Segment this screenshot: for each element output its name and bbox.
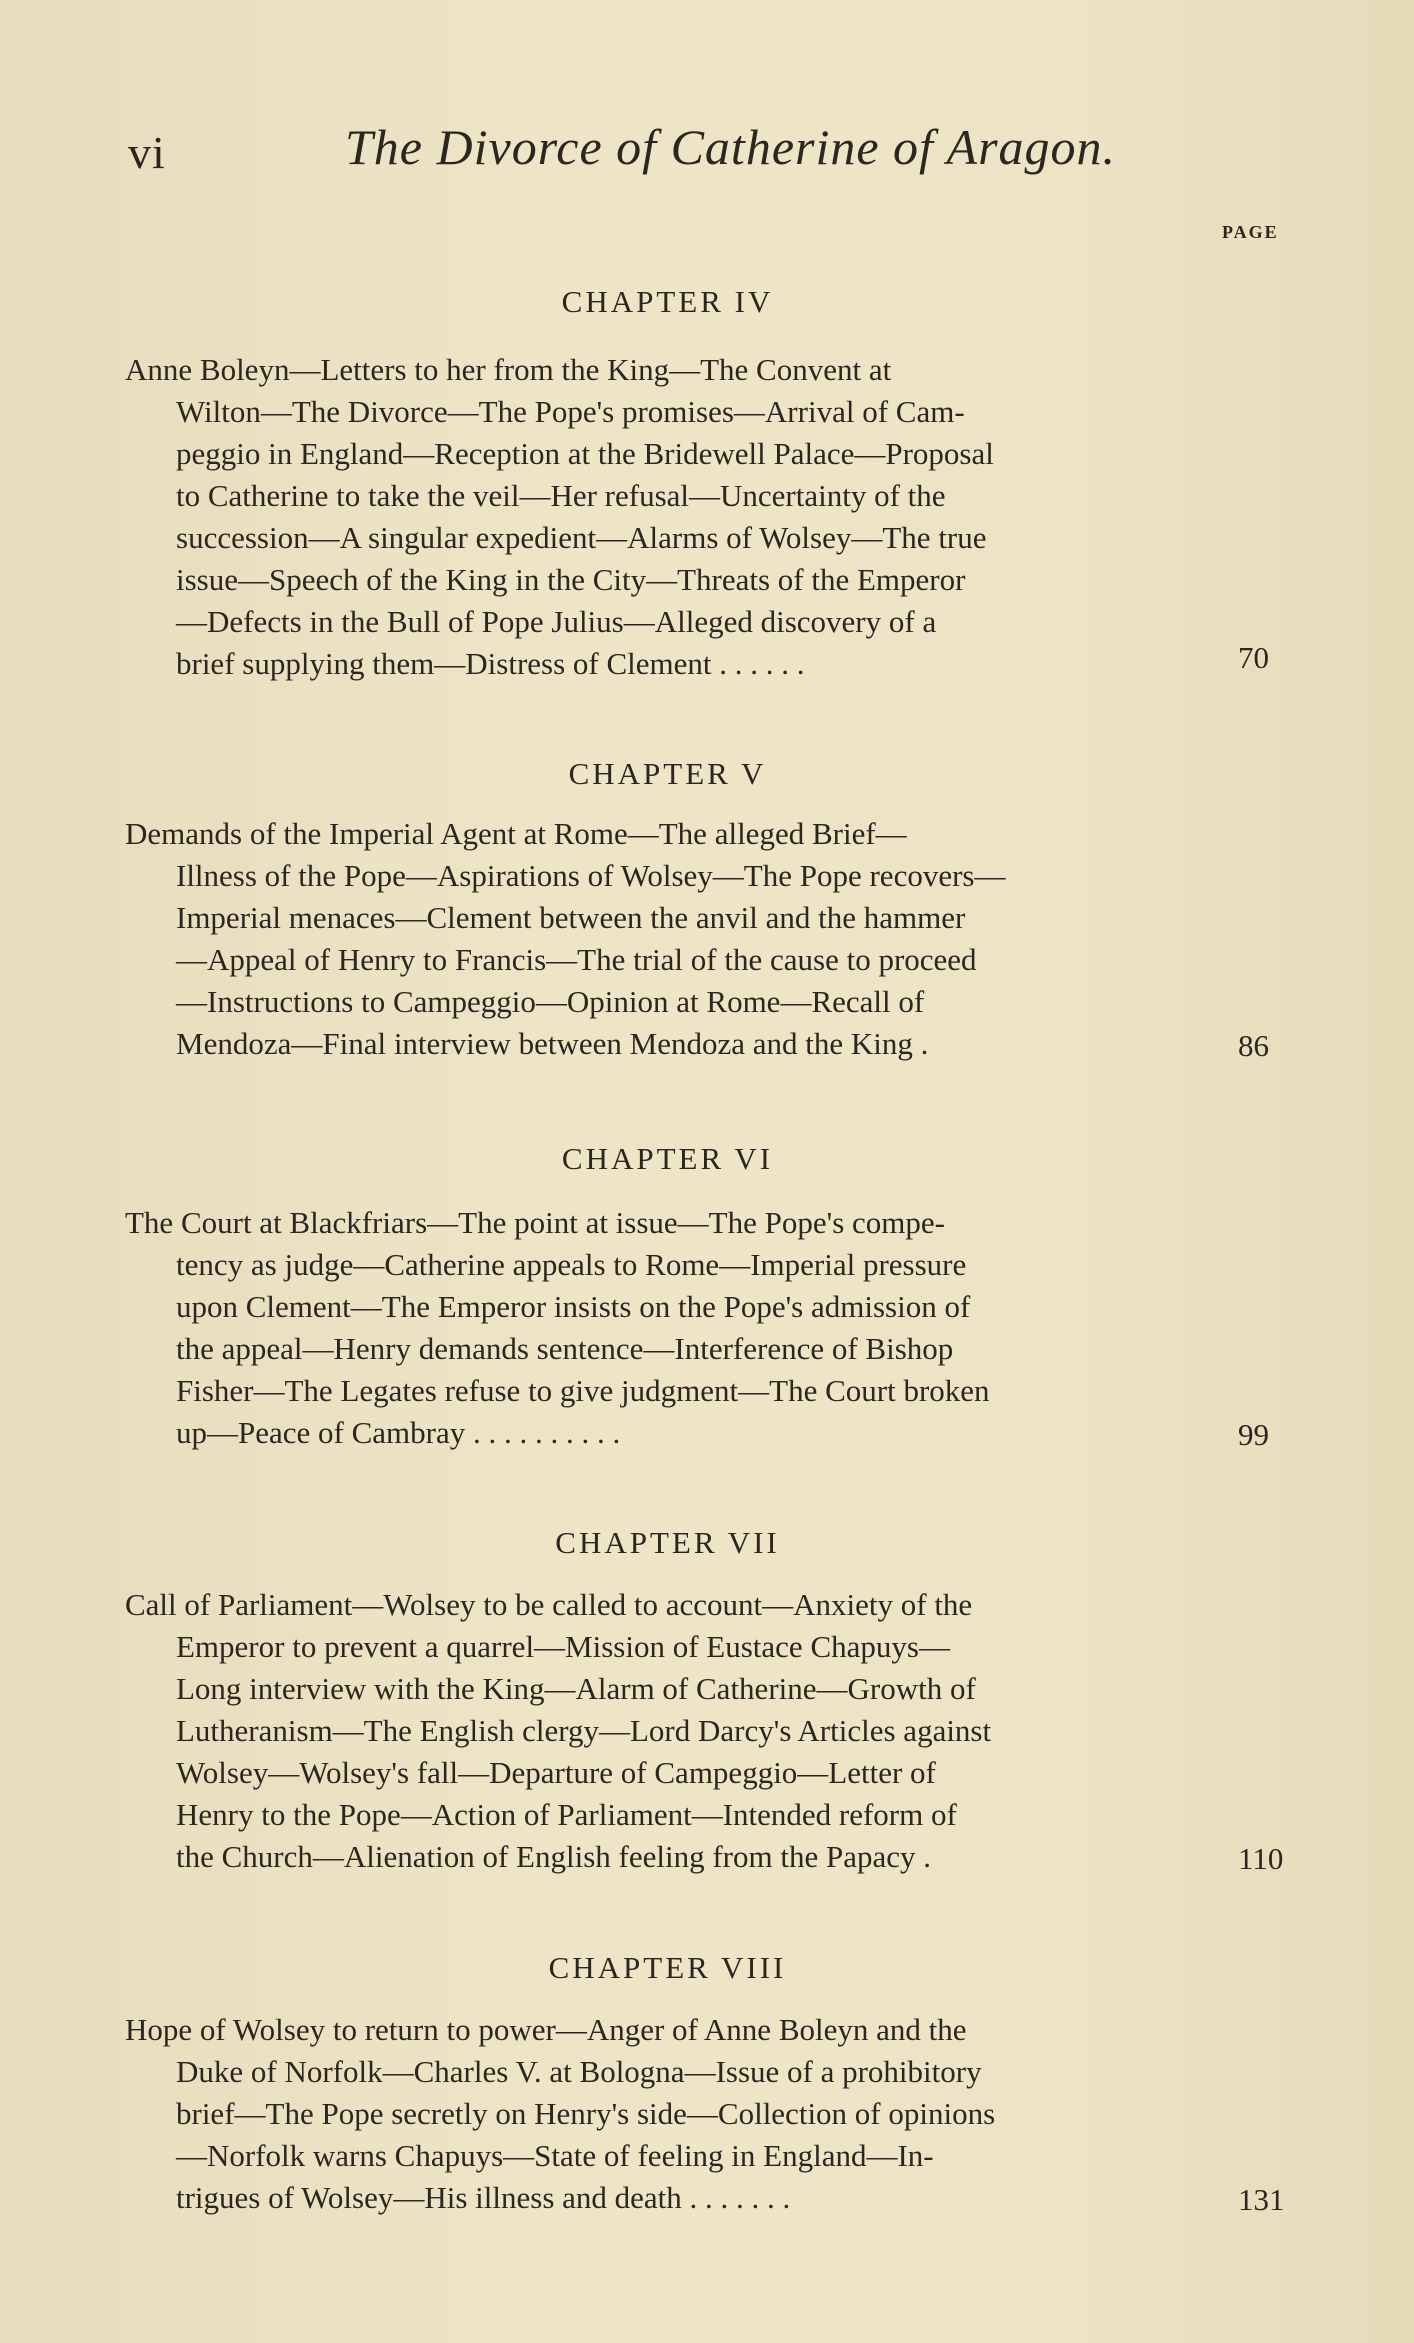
summary-line: Anne Boleyn—Letters to her from the King—The Convent at	[125, 352, 892, 387]
summary-line: —Norfolk warns Chapuys—State of feeling in England—In-	[176, 2138, 934, 2173]
summary-line: brief supplying them—Distress of Clement . . . . . .	[176, 646, 805, 681]
summary-line: succession—A singular expedient—Alarms of Wolsey—The true	[176, 520, 987, 555]
summary-line: trigues of Wolsey—His illness and death . . . . . . .	[176, 2180, 791, 2215]
page-number: 86	[1238, 1028, 1269, 1063]
summary-line: Hope of Wolsey to return to power—Anger of Anne Boleyn and the	[125, 2012, 967, 2047]
chapter-heading: CHAPTER VIII	[548, 1950, 787, 1985]
summary-line: Mendoza—Final interview between Mendoza and the King .	[176, 1026, 929, 1061]
book-title: The Divorce of Catherine of Aragon.	[345, 119, 1117, 175]
summary-line: the Church—Alienation of English feeling from the Papacy .	[176, 1839, 932, 1874]
page-folio: vi	[128, 127, 166, 178]
summary-line: —Defects in the Bull of Pope Julius—Alleged discovery of a	[176, 604, 937, 639]
summary-line: to Catherine to take the veil—Her refusal—Uncertainty of the	[176, 478, 946, 513]
summary-line: Illness of the Pope—Aspirations of Wolsey—The Pope recovers—	[176, 858, 1006, 893]
chapter-heading: CHAPTER VI	[561, 1141, 774, 1176]
summary-line: Duke of Norfolk—Charles V. at Bologna—Issue of a prohibitory	[176, 2054, 982, 2089]
summary-line: —Instructions to Campeggio—Opinion at Rome—Recall of	[176, 984, 925, 1019]
page-number: 110	[1238, 1841, 1284, 1876]
summary-line: Demands of the Imperial Agent at Rome—The alleged Brief—	[125, 816, 907, 851]
page-number: 131	[1238, 2182, 1285, 2217]
summary-line: Fisher—The Legates refuse to give judgment—The Court broken	[176, 1373, 990, 1408]
page-column-label: PAGE	[1222, 222, 1279, 242]
summary-line: Call of Parliament—Wolsey to be called to account—Anxiety of the	[125, 1587, 973, 1622]
summary-line: up—Peace of Cambray . . . . . . . . . .	[176, 1415, 621, 1450]
summary-line: Henry to the Pope—Action of Parliament—Intended reform of	[176, 1797, 957, 1832]
summary-line: Wilton—The Divorce—The Pope's promises—Arrival of Cam-	[176, 394, 965, 429]
summary-line: Imperial menaces—Clement between the anvil and the hammer	[176, 900, 966, 935]
summary-line: The Court at Blackfriars—The point at issue—The Pope's compe-	[125, 1205, 945, 1240]
summary-line: issue—Speech of the King in the City—Threats of the Emperor	[176, 562, 966, 597]
summary-line: Long interview with the King—Alarm of Catherine—Growth of	[176, 1671, 976, 1706]
chapter-heading: CHAPTER VII	[555, 1525, 780, 1560]
summary-line: peggio in England—Reception at the Bridewell Palace—Proposal	[176, 436, 994, 471]
summary-line: Emperor to prevent a quarrel—Mission of Eustace Chapuys—	[176, 1629, 950, 1664]
page-number: 99	[1238, 1417, 1269, 1452]
chapter-heading: CHAPTER IV	[561, 284, 774, 319]
summary-line: —Appeal of Henry to Francis—The trial of the cause to proceed	[176, 942, 977, 977]
summary-line: upon Clement—The Emperor insists on the Pope's admission of	[176, 1289, 971, 1324]
summary-line: brief—The Pope secretly on Henry's side—Collection of opinions	[176, 2096, 996, 2131]
summary-line: tency as judge—Catherine appeals to Rome—Imperial pressure	[176, 1247, 967, 1282]
chapter-heading: CHAPTER V	[568, 756, 767, 791]
running-head	[0, 118, 1414, 198]
page-number: 70	[1238, 640, 1269, 675]
summary-line: the appeal—Henry demands sentence—Interference of Bishop	[176, 1331, 954, 1366]
summary-line: Lutheranism—The English clergy—Lord Darcy's Articles against	[176, 1713, 992, 1748]
summary-line: Wolsey—Wolsey's fall—Departure of Campeggio—Letter of	[176, 1755, 936, 1790]
